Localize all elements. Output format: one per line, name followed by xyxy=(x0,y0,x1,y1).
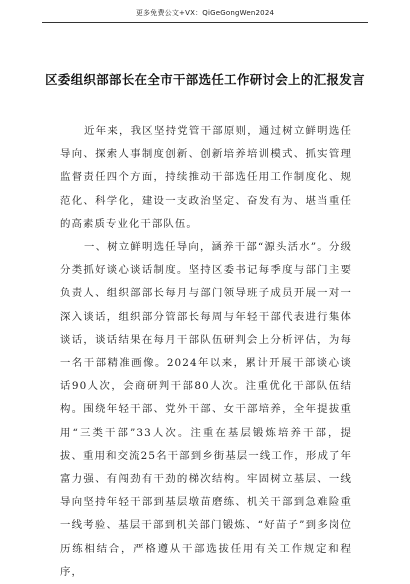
header-note: 更多免费公文+VX：QiGeGongWen2024 xyxy=(135,9,275,17)
header-divider xyxy=(42,22,368,23)
paragraph-intro: 近年来，我区坚持党管干部原则，通过树立鲜明选任导向、探索人事制度创新、创新培养培训模式、抓实管理监督责任四个方面，持续推动干部选任用工作制度化、规范化、科学化，建设一支政治坚定、奋发有为、堪当重任的高素质专业化干部队伍。 xyxy=(60,125,352,230)
document-body xyxy=(60,120,352,584)
document-title: 区委组织部部长在全市干部选任工作研讨会上的汇报发言 xyxy=(45,72,365,87)
paragraph-section-1: 一、树立鲜明选任导向，涵养干部“源头活水”。分级分类抓好谈心谈话制度。坚持区委书记每季度与部门主要负责人、组织部部长每月与部门领导班子成员开展一对一深入谈话，组织部分管部长每周与年轻干部代表进行集体谈话，谈话结果在每月干部队伍研判会上分析评估，为每一名干部精准画像。2024年以来，累计开展干部谈心谈话90人次，会商研判干部80人次。注重优化干部队伍结构。围绕年轻干部、党外干部、女干部培养，全年提拔重用“三类干部”33人次。注重在基层锻炼培养干部，提拔、重用和交流25名干部到乡街基层一线工作，形成了年富力强、有闯劲有干劲的梯次结构。牢固树立基层、一线导向坚持年轻干部到基层墩苗磨练、机关干部到急难险重一线考验、基层干部到机关部门锻炼、“好苗子”到多岗位历练相结合，严格遵从干部选拔任用有关工作规定和程序， xyxy=(60,241,352,578)
